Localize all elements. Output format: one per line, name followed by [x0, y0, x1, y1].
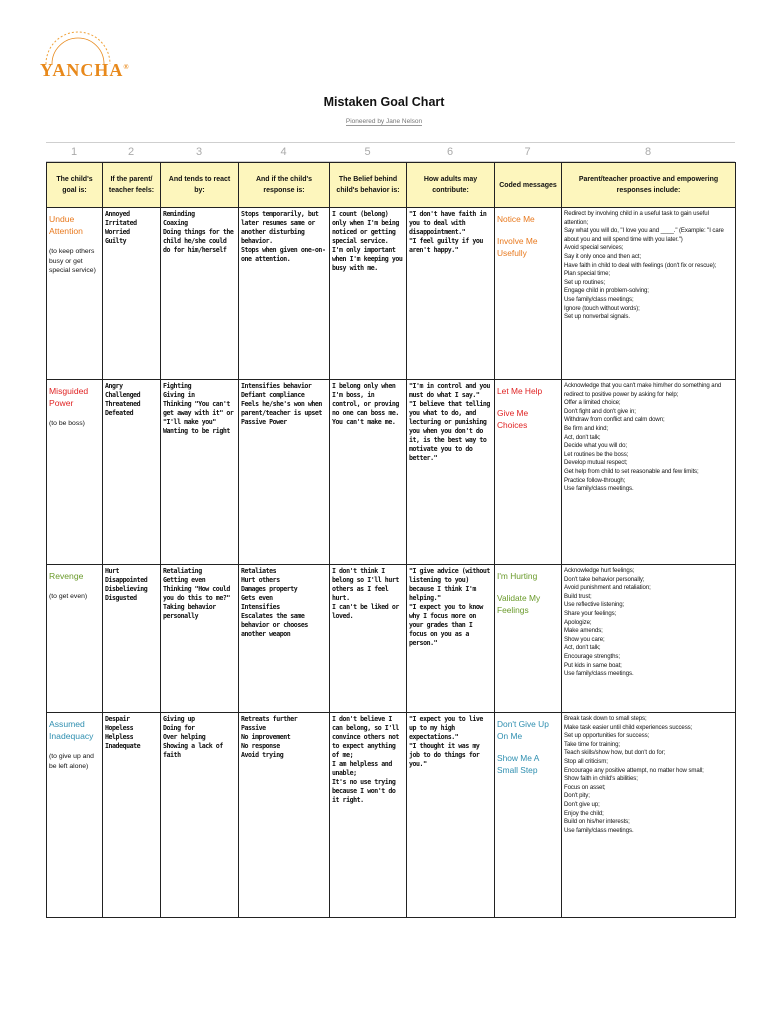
cell-line: Angry — [105, 382, 123, 390]
goal-purpose: (to give up and be left alone) — [49, 753, 94, 770]
cell-line: "I thought it was my job to do things for you." — [409, 742, 480, 768]
coded-message: Involve Me Usefully — [497, 236, 538, 258]
goal-cell — [47, 380, 103, 565]
cell-line: No response — [241, 742, 280, 750]
column-number: 6 — [446, 146, 454, 158]
goal-purpose: (to be boss) — [49, 420, 85, 427]
coded-message: Show Me A Small Step — [497, 753, 539, 775]
cell-line: Teach skills/show how, but don't do for; — [564, 749, 666, 757]
response-cell — [239, 713, 330, 918]
goal-cell — [47, 713, 103, 918]
cell-line: Avoid punishment and retaliation; — [564, 584, 651, 592]
belief-cell — [330, 380, 407, 565]
cell-line: I count (belong) only when I'm being noticed or getting special service. — [332, 210, 399, 245]
cell-line: Disgusted — [105, 594, 137, 602]
cell-line: Taking behavior personally — [163, 603, 216, 620]
feels-cell — [103, 380, 161, 565]
cell-line: Intensifies behavior — [241, 382, 312, 390]
goal-name: Misguided Power — [49, 386, 89, 408]
cell-line: Feels he/she's won when parent/teacher is upset — [241, 400, 322, 417]
contribute-cell — [407, 713, 495, 918]
column-number: 8 — [644, 146, 652, 158]
header-cell: And if the child's response is: — [239, 163, 330, 208]
cell-line: Decide what you will do; — [564, 442, 627, 450]
header-cell: How adults may contribute: — [407, 163, 495, 208]
cell-line: Worried — [105, 228, 130, 236]
react-cell — [161, 380, 239, 565]
cell-line: Make task easier until child experiences success; — [564, 723, 693, 731]
cell-line: Passive — [241, 724, 266, 732]
cell-line: Avoid special services; — [564, 244, 624, 252]
table-row — [47, 208, 736, 380]
cell-line: Be firm and kind; — [564, 424, 609, 432]
column-number: 2 — [127, 146, 135, 158]
logo-brand: YANCHA® — [40, 60, 130, 80]
cell-line: Acknowledge hurt feelings; — [564, 567, 635, 574]
cell-line: Retreats further — [241, 715, 298, 723]
cell-line: Get help from child to set reasonable and few limits; — [564, 467, 699, 475]
header-cell: Coded messages — [495, 163, 562, 208]
header-cell: And tends to react by: — [161, 163, 239, 208]
cell-line: Practice follow-through; — [564, 476, 626, 484]
cell-line: No improvement — [241, 733, 291, 741]
cell-line: I don't believe I can belong, so I'll convince others not to expect anything of me; — [332, 715, 399, 759]
cell-line: Challenged — [105, 391, 141, 399]
column-number: 7 — [524, 146, 531, 158]
cell-line: Inadequate — [105, 742, 141, 750]
cell-line: Build trust; — [564, 592, 592, 600]
react-cell — [161, 208, 239, 380]
goal-name: Revenge — [49, 571, 84, 581]
table-row — [47, 565, 736, 713]
feels-cell — [103, 565, 161, 713]
proactive-responses-cell — [562, 565, 736, 713]
cell-line: Defiant compliance — [241, 391, 305, 399]
cell-line: Say what you will do, "I love you and ____." (Example: "I care about you and will spend time with you later.") — [564, 227, 724, 243]
coded-message-cell — [495, 380, 562, 565]
cell-line: Fighting — [163, 382, 192, 390]
contribute-cell — [407, 208, 495, 380]
cell-line: Take time for training; — [564, 740, 620, 748]
column-number: 5 — [364, 146, 371, 158]
belief-cell — [330, 208, 407, 380]
cell-line: I belong only when I'm boss, in control, or proving no one can boss me. — [332, 382, 399, 417]
cell-line: "I give advice (without listening to you) because I think I'm helping." — [409, 567, 490, 602]
mistaken-goal-table — [46, 162, 736, 918]
header-cell: Parent/teacher proactive and empowering responses include: — [562, 163, 736, 208]
cell-line: Giving up — [163, 715, 195, 723]
cell-line: Use reflective listening; — [564, 601, 625, 609]
column-number: 1 — [70, 146, 78, 158]
cell-line: Act, don't talk; — [564, 644, 601, 652]
cell-line: It's no use trying because I won't do it right. — [332, 778, 396, 804]
response-cell — [239, 565, 330, 713]
cell-line: Doing for — [163, 724, 195, 732]
goal-cell — [47, 208, 103, 380]
cell-line: Getting even — [163, 576, 206, 584]
cell-line: I don't think I belong so I'll hurt others as I feel hurt. — [332, 567, 399, 602]
header-cell: The child's goal is: — [47, 163, 103, 208]
cell-line: Guilty — [105, 237, 127, 245]
cell-line: Focus on asset; — [564, 783, 606, 791]
cell-line: Escalates the same behavior or chooses another weapon — [241, 612, 308, 638]
column-number-bar — [46, 142, 735, 162]
cell-line: Defeated — [105, 409, 134, 417]
table-row — [47, 380, 736, 565]
yancha-logo — [28, 20, 128, 86]
cell-line: Develop mutual respect; — [564, 459, 628, 467]
cell-line: Coaxing — [163, 219, 188, 227]
cell-line: Plan special time; — [564, 270, 610, 278]
cell-line: "I feel guilty if you aren't happy." — [409, 237, 483, 254]
cell-line: Stops temporarily, but later resumes same or another disturbing behavior. — [241, 210, 319, 245]
cell-line: I'm only important when I'm keeping you busy with me. — [332, 246, 403, 272]
cell-line: "I'll make you" — [163, 418, 216, 426]
cell-line: Hurt others — [241, 576, 280, 584]
cell-line: Avoid trying — [241, 751, 284, 759]
coded-message: Give Me Choices — [497, 408, 529, 430]
cell-line: Acknowledge that you can't make him/her do something and redirect to positive power by asking for help; — [564, 382, 722, 398]
cell-line: Gets even — [241, 594, 273, 602]
cell-line: Don't pity; — [564, 792, 590, 800]
table-row — [47, 713, 736, 918]
cell-line: Use family/class meetings. — [564, 485, 634, 493]
cell-line: Over helping — [163, 733, 206, 741]
proactive-responses-cell — [562, 380, 736, 565]
cell-line: Let routines be the boss; — [564, 450, 629, 458]
response-cell — [239, 208, 330, 380]
coded-message: Notice Me — [497, 214, 535, 224]
cell-line: Retaliates — [241, 567, 277, 575]
cell-line: Doing things for the child he/she could do for him/herself — [163, 228, 234, 254]
cell-line: I can't be liked or loved. — [332, 603, 399, 620]
header-cell: If the parent/ teacher feels: — [103, 163, 161, 208]
cell-line: Annoyed — [105, 210, 130, 218]
cell-line: Don't take behavior personally; — [564, 575, 645, 583]
cell-line: Threatened — [105, 400, 141, 408]
cell-line: Enjoy the child; — [564, 809, 604, 817]
cell-line: Disbelieving — [105, 585, 148, 593]
cell-line: Set up opportunities for success; — [564, 732, 650, 740]
coded-message: Let Me Help — [497, 386, 543, 396]
cell-line: Ignore (touch without words); — [564, 304, 640, 312]
cell-line: Retaliating — [163, 567, 202, 575]
cell-line: "I expect you to live up to my high expectations." — [409, 715, 483, 741]
cell-line: Use family/class meetings; — [564, 295, 634, 303]
cell-line: Don't fight and don't give in; — [564, 407, 636, 415]
column-number: 3 — [195, 146, 203, 158]
header-cell: The Belief behind child's behavior is: — [330, 163, 407, 208]
cell-line: "I'm in control and you must do what I say." — [409, 382, 490, 399]
goal-name: Undue Attention — [49, 214, 83, 236]
proactive-responses-cell — [562, 208, 736, 380]
cell-line: Offer a limited choice; — [564, 399, 621, 407]
cell-line: "I expect you to know why I focus more on your grades than I focus on you as a person." — [409, 603, 483, 647]
cell-line: Break task down to small steps; — [564, 715, 647, 722]
coded-message-cell — [495, 713, 562, 918]
cell-line: "I don't have faith in you to deal with disappointment." — [409, 210, 487, 236]
coded-message: Don't Give Up On Me — [497, 719, 549, 741]
cell-line: Say it only once and then act; — [564, 252, 641, 260]
page-title: Mistaken Goal Chart — [323, 95, 445, 109]
belief-cell — [330, 565, 407, 713]
cell-line: Giving in — [163, 391, 195, 399]
response-cell — [239, 380, 330, 565]
cell-line: Apologize; — [564, 618, 592, 626]
proactive-responses-cell — [562, 713, 736, 918]
belief-cell — [330, 713, 407, 918]
cell-line: Share your feelings; — [564, 609, 617, 617]
goal-cell — [47, 565, 103, 713]
header-row — [47, 163, 736, 208]
cell-line: Disappointed — [105, 576, 148, 584]
feels-cell — [103, 713, 161, 918]
cell-line: Encourage strengths; — [564, 652, 620, 660]
cell-line: Don't give up; — [564, 800, 600, 808]
cell-line: Despair — [105, 715, 130, 723]
cell-line: Act, don't talk; — [564, 433, 601, 441]
column-number: 4 — [280, 146, 287, 158]
goal-purpose: (to get even) — [49, 593, 88, 600]
cell-line: Thinking "How could you do this to me?" — [163, 585, 230, 602]
contribute-cell — [407, 380, 495, 565]
cell-line: Set up nonverbal signals. — [564, 313, 630, 321]
cell-line: Withdraw from conflict and calm down; — [564, 416, 665, 424]
cell-line: Hurt — [105, 567, 120, 575]
cell-line: Make amends; — [564, 627, 603, 635]
coded-message-cell — [495, 565, 562, 713]
cell-line: Build on his/her interests; — [564, 818, 630, 826]
cell-line: "I believe that telling you what to do, and lecturing or punishing you when you don't do it, is the best way to motivate you to do better." — [409, 400, 490, 462]
cell-line: Encourage any positive attempt, no matter how small; — [564, 766, 704, 774]
cell-line: Stop all criticism; — [564, 757, 608, 765]
react-cell — [161, 713, 239, 918]
cell-line: Reminding — [163, 210, 195, 218]
feels-cell — [103, 208, 161, 380]
goal-purpose: (to keep others busy or get special service) — [49, 248, 96, 274]
cell-line: Thinking "You can't get away with it" or — [163, 400, 234, 417]
cell-line: Have faith in child to deal with feelings (don't fix or rescue); — [564, 261, 717, 269]
cell-line: Use family/class meetings. — [564, 826, 634, 834]
cell-line: Show you care; — [564, 635, 605, 643]
coded-message: I'm Hurting — [497, 571, 538, 581]
cell-line: Wanting to be right — [163, 427, 230, 435]
cell-line: Put kids in same boat; — [564, 661, 622, 669]
cell-line: Passive Power — [241, 418, 287, 426]
cell-line: I am helpless and unable; — [332, 760, 392, 777]
cell-line: You can't make me. — [332, 418, 396, 426]
coded-message: Validate My Feelings — [497, 593, 541, 615]
cell-line: Helpless — [105, 733, 134, 741]
cell-line: Hopeless — [105, 724, 134, 732]
cell-line: Irritated — [105, 219, 137, 227]
coded-message-cell — [495, 208, 562, 380]
cell-line: Show faith in child's abilities; — [564, 775, 638, 783]
cell-line: Showing a lack of faith — [163, 742, 223, 759]
cell-line: Intensifies — [241, 603, 280, 611]
cell-line: Use family/class meetings. — [564, 670, 634, 678]
contribute-cell — [407, 565, 495, 713]
cell-line: Redirect by involving child in a useful task to gain useful attention; — [564, 210, 709, 226]
react-cell — [161, 565, 239, 713]
cell-line: Engage child in problem-solving; — [564, 287, 649, 295]
cell-line: Damages property — [241, 585, 298, 593]
cell-line: Stops when given one-on-one attention. — [241, 246, 326, 263]
cell-line: Set up routines; — [564, 278, 606, 286]
goal-name: Assumed Inadequacy — [49, 719, 94, 741]
page-subtitle: Pioneered by Jane Nelson — [345, 118, 423, 125]
